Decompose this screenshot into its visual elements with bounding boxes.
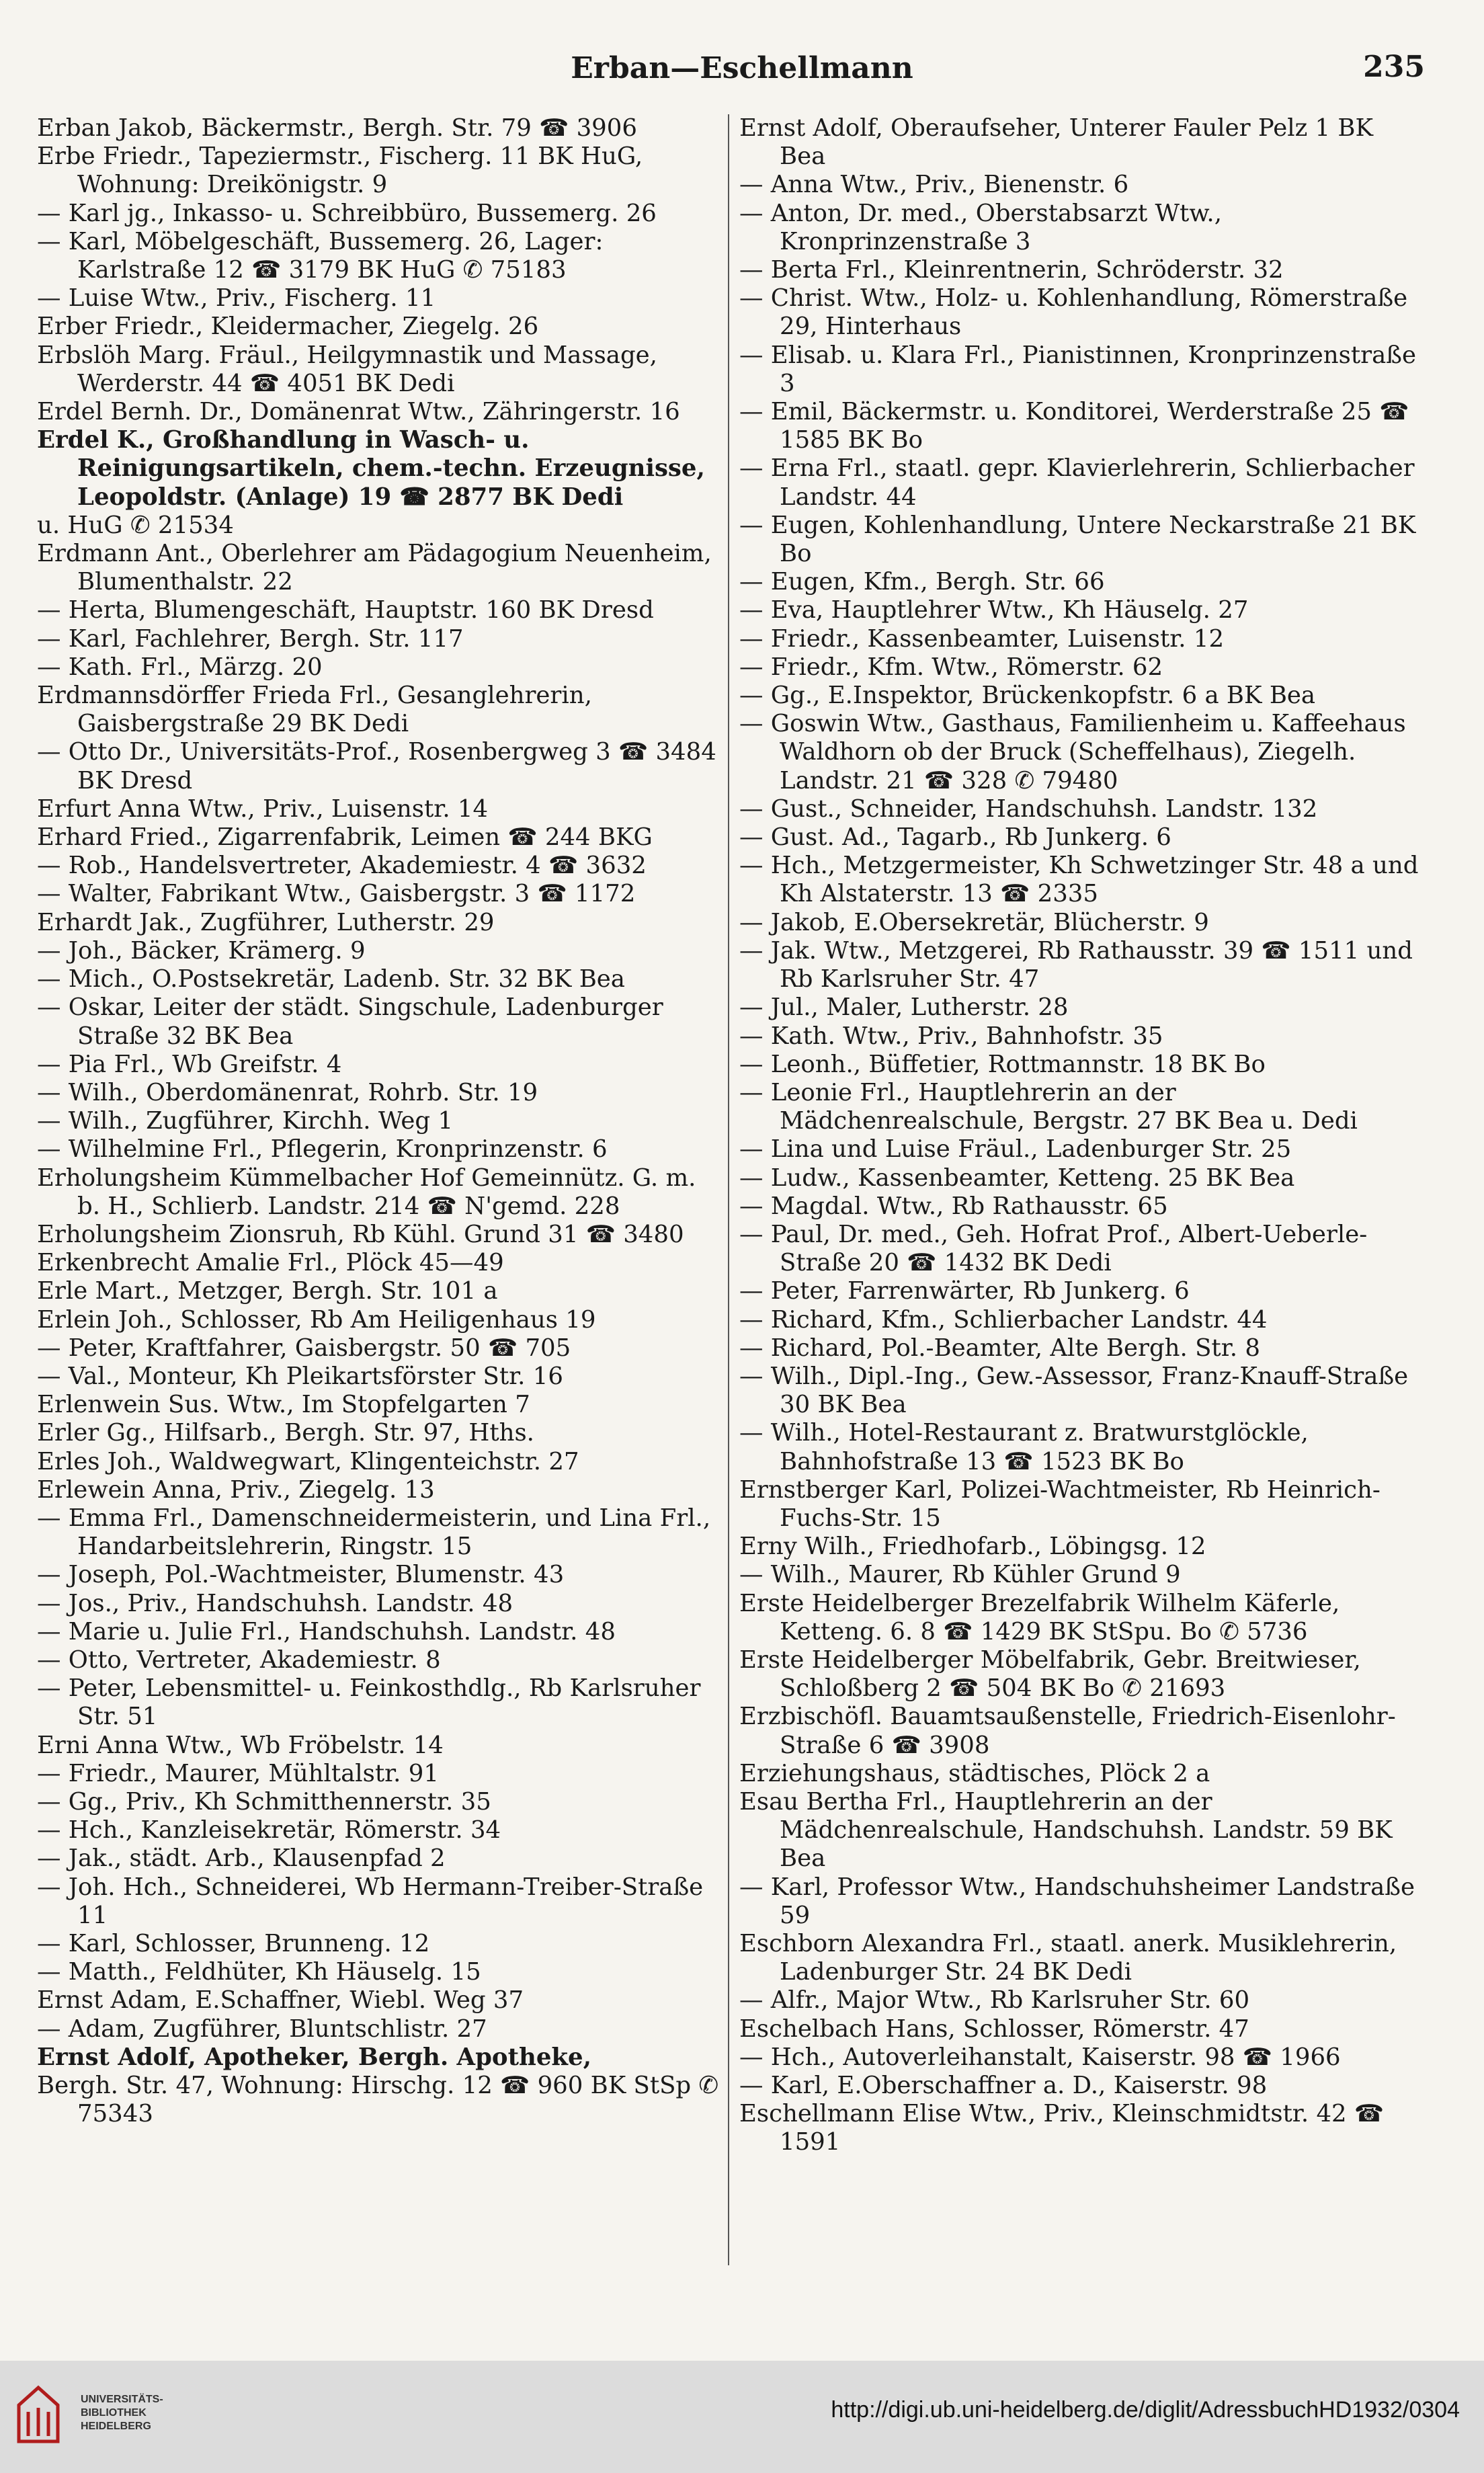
library-name: UNIVERSITÄTS- BIBLIOTHEK HEIDELBERG <box>81 2394 163 2432</box>
directory-entry: — Otto, Vertreter, Akademiestr. 8 <box>37 1646 441 1674</box>
running-title: Erban—Eschellmann <box>571 51 913 85</box>
directory-entry: — Alfr., Major Wtw., Rb Karlsruher Str. 60 <box>739 1986 1250 2015</box>
directory-entry: — Friedr., Kassenbeamter, Luisenstr. 12 <box>739 624 1225 653</box>
directory-entry: Eschborn Alexandra Frl., staatl. anerk. Musiklehrerin, Ladenburger Str. 24 BK Dedi <box>739 1930 1397 1986</box>
directory-entry: Erholungsheim Zionsruh, Rb Kühl. Grund 31 ☎ 3480 <box>37 1220 684 1248</box>
directory-entry: — Emma Frl., Damenschneidermeisterin, und Lina Frl., Handarbeitslehrerin, Ringstr. 15 <box>37 1504 711 1561</box>
directory-entry: Eschellmann Elise Wtw., Priv., Kleinschmidtstr. 42 ☎ 1591 <box>739 2100 1385 2156</box>
directory-entry: Bergh. Str. 47, Wohnung: Hirschg. 12 ☎ 960 BK StSp ✆ 75343 <box>37 2072 719 2128</box>
directory-entry: — Jos., Priv., Handschuhsh. Landstr. 48 <box>37 1589 513 1617</box>
directory-entry: — Richard, Kfm., Schlierbacher Landstr. 44 <box>739 1305 1268 1334</box>
directory-entry: Erhard Fried., Zigarrenfabrik, Leimen ☎ 244 BKG <box>37 823 653 852</box>
directory-entry: Erbe Friedr., Tapeziermstr., Fischerg. 11 BK HuG, Wohnung: Dreikönigstr. 9 <box>37 143 643 199</box>
directory-entry: Erdel Bernh. Dr., Domänenrat Wtw., Zähringerstr. 16 <box>37 398 680 426</box>
column-divider <box>728 114 729 2265</box>
directory-entry: — Kath. Wtw., Priv., Bahnhofstr. 35 <box>739 1022 1163 1050</box>
directory-entry: — Karl, Schlosser, Brunneng. 12 <box>37 1930 430 1957</box>
directory-entry: — Erna Frl., staatl. gepr. Klavierlehrerin, Schlierbacher Landstr. 44 <box>739 454 1415 511</box>
directory-entry: Eschelbach Hans, Schlosser, Römerstr. 47 <box>739 2015 1249 2043</box>
directory-entry: — Matth., Feldhüter, Kh Häuselg. 15 <box>37 1958 481 1986</box>
directory-entry: — Kath. Frl., Märzg. 20 <box>37 653 323 681</box>
directory-entry: Erlenwein Sus. Wtw., Im Stopfelgarten 7 <box>37 1391 530 1419</box>
directory-entry: — Mich., O.Postsekretär, Ladenb. Str. 32 BK Bea <box>37 965 625 994</box>
directory-entry: — Eva, Hauptlehrer Wtw., Kh Häuselg. 27 <box>739 596 1249 624</box>
directory-entry: — Adam, Zugführer, Bluntschlistr. 27 <box>37 2015 487 2043</box>
directory-entry: — Joh., Bäcker, Krämerg. 9 <box>37 936 366 965</box>
source-url-link[interactable]: http://digi.ub.uni-heidelberg.de/diglit/AdressbuchHD1932/0304 <box>831 2397 1460 2423</box>
directory-entry: — Herta, Blumengeschäft, Hauptstr. 160 BK Dresd <box>37 596 654 624</box>
viewer-footer <box>0 2361 1484 2473</box>
directory-entry: Erler Gg., Hilfsarb., Bergh. Str. 97, Hths. <box>37 1419 534 1447</box>
directory-entry: — Gg., E.Inspektor, Brückenkopfstr. 6 a BK Bea <box>739 682 1316 710</box>
directory-entry: — Leonie Frl., Hauptlehrerin an der Mädchenrealschule, Bergstr. 27 BK Bea u. Dedi <box>739 1078 1358 1135</box>
directory-entry: — Anna Wtw., Priv., Bienenstr. 6 <box>739 171 1129 199</box>
directory-entry: Erdmann Ant., Oberlehrer am Pädagogium Neuenheim, Blumenthalstr. 22 <box>37 540 712 596</box>
directory-entry: Erholungsheim Kümmelbacher Hof Gemeinnütz. G. m. b. H., Schlierb. Landstr. 214 ☎ N'gemd. 228 <box>37 1164 696 1220</box>
directory-entry: — Leonh., Büffetier, Rottmannstr. 18 BK Bo <box>739 1050 1266 1078</box>
page-header <box>0 47 1484 87</box>
directory-entry: Erzbischöfl. Bauamtsaußenstelle, Friedrich-Eisenlohr-Straße 6 ☎ 3908 <box>739 1703 1396 1759</box>
directory-entry: — Friedr., Kfm. Wtw., Römerstr. 62 <box>739 653 1163 681</box>
directory-entry: — Anton, Dr. med., Oberstabsarzt Wtw., Kronprinzenstraße 3 <box>739 199 1222 255</box>
directory-entry: — Gust. Ad., Tagarb., Rb Junkerg. 6 <box>739 823 1171 852</box>
directory-entry: — Jak., städt. Arb., Klausenpfad 2 <box>37 1844 446 1873</box>
directory-entry: Erny Wilh., Friedhofarb., Löbingsg. 12 <box>739 1533 1206 1561</box>
directory-entry: Ernst Adolf, Apotheker, Bergh. Apotheke, <box>37 2043 591 2071</box>
directory-entry: — Otto Dr., Universitäts-Prof., Rosenbergweg 3 ☎ 3484 BK Dresd <box>37 738 716 795</box>
directory-entry: Erfurt Anna Wtw., Priv., Luisenstr. 14 <box>37 795 489 823</box>
left-column <box>37 114 723 2272</box>
directory-entry: — Joh. Hch., Schneiderei, Wb Hermann-Treiber-Straße 11 <box>37 1873 704 1929</box>
directory-entry: — Karl, Möbelgeschäft, Bussemerg. 26, Lager: Karlstraße 12 ☎ 3179 BK HuG ✆ 75183 <box>37 227 604 284</box>
directory-entry: — Wilh., Maurer, Rb Kühler Grund 9 <box>739 1561 1181 1589</box>
directory-entry: u. HuG ✆ 21534 <box>37 511 234 539</box>
directory-entry: Ernst Adam, E.Schaffner, Wiebl. Weg 37 <box>37 1986 524 2015</box>
directory-entry: Erkenbrecht Amalie Frl., Plöck 45—49 <box>37 1249 504 1277</box>
directory-entry: — Lina und Luise Fräul., Ladenburger Str. 25 <box>739 1135 1292 1164</box>
directory-entry: — Emil, Bäckermstr. u. Konditorei, Werderstraße 25 ☎ 1585 BK Bo <box>739 398 1409 454</box>
directory-entry: — Jul., Maler, Lutherstr. 28 <box>739 994 1069 1022</box>
directory-entry: — Jak. Wtw., Metzgerei, Rb Rathausstr. 39 ☎ 1511 und Rb Karlsruher Str. 47 <box>739 936 1413 994</box>
directory-entry: — Goswin Wtw., Gasthaus, Familienheim u. Kaffeehaus Waldhorn ob der Bruck (Scheffelhaus), Ziegelh. Landstr. 21 ☎ 328 ✆ 79480 <box>739 710 1406 795</box>
directory-entry: — Richard, Pol.-Beamter, Alte Bergh. Str. 8 <box>739 1334 1260 1362</box>
directory-entry: Erste Heidelberger Möbelfabrik, Gebr. Breitwieser, Schloßberg 2 ☎ 504 BK Bo ✆ 21693 <box>739 1646 1361 1703</box>
directory-entry: — Wilh., Hotel-Restaurant z. Bratwurstglöckle, Bahnhofstraße 13 ☎ 1523 BK Bo <box>739 1419 1309 1475</box>
directory-entry: Erbslöh Marg. Fräul., Heilgymnastik und Massage, Werderstr. 44 ☎ 4051 BK Dedi <box>37 341 657 397</box>
directory-entry: — Eugen, Kfm., Bergh. Str. 66 <box>739 568 1105 596</box>
directory-entry: — Hch., Kanzleisekretär, Römerstr. 34 <box>37 1816 501 1844</box>
directory-entry: Erle Mart., Metzger, Bergh. Str. 101 a <box>37 1277 498 1305</box>
page-number: 235 <box>1363 50 1425 84</box>
directory-entry: — Walter, Fabrikant Wtw., Gaisbergstr. 3 ☎ 1172 <box>37 880 636 908</box>
directory-entry: Erhardt Jak., Zugführer, Lutherstr. 29 <box>37 908 495 936</box>
directory-entry: Erziehungshaus, städtisches, Plöck 2 a <box>739 1759 1210 1787</box>
directory-entry: — Wilh., Oberdomänenrat, Rohrb. Str. 19 <box>37 1078 538 1106</box>
directory-entry: — Peter, Kraftfahrer, Gaisbergstr. 50 ☎ 705 <box>37 1334 571 1362</box>
directory-entry: — Karl, Fachlehrer, Bergh. Str. 117 <box>37 624 464 653</box>
directory-entry: Ernstberger Karl, Polizei-Wachtmeister, Rb Heinrich-Fuchs-Str. 15 <box>739 1475 1380 1532</box>
directory-entry: — Oskar, Leiter der städt. Singschule, Ladenburger Straße 32 BK Bea <box>37 994 663 1050</box>
directory-entry: Erles Joh., Waldwegwart, Klingenteichstr. 27 <box>37 1447 579 1475</box>
directory-entry: — Hch., Autoverleihanstalt, Kaiserstr. 98 ☎ 1966 <box>739 2043 1341 2071</box>
directory-entry: Erlewein Anna, Priv., Ziegelg. 13 <box>37 1475 435 1504</box>
directory-entry: — Christ. Wtw., Holz- u. Kohlenhandlung, Römerstraße 29, Hinterhaus <box>739 284 1408 341</box>
directory-entry: — Magdal. Wtw., Rb Rathausstr. 65 <box>739 1192 1168 1220</box>
directory-entry: — Gust., Schneider, Handschuhsh. Landstr. 132 <box>739 795 1318 823</box>
directory-entry: — Karl, Professor Wtw., Handschuhsheimer Landstraße 59 <box>739 1873 1415 1929</box>
directory-entry: — Luise Wtw., Priv., Fischerg. 11 <box>37 284 436 313</box>
directory-entry: — Hch., Metzgermeister, Kh Schwetzinger Str. 48 a und Kh Alstaterstr. 13 ☎ 2335 <box>739 852 1419 908</box>
directory-entry: Erdel K., Großhandlung in Wasch- u. Reinigungsartikeln, chem.-techn. Erzeugnisse, Leopoldstr. (Anlage) 19 ☎ 2877 BK Dedi <box>37 426 705 511</box>
directory-entry: — Peter, Farrenwärter, Rb Junkerg. 6 <box>739 1277 1190 1305</box>
directory-entry: — Elisab. u. Klara Frl., Pianistinnen, Kronprinzenstraße 3 <box>739 341 1416 397</box>
directory-entry: — Pia Frl., Wb Greifstr. 4 <box>37 1050 342 1078</box>
directory-entry: — Marie u. Julie Frl., Handschuhsh. Landstr. 48 <box>37 1617 616 1646</box>
right-column <box>739 114 1425 2272</box>
directory-entry: Erban Jakob, Bäckermstr., Bergh. Str. 79 ☎ 3906 <box>37 114 637 142</box>
directory-entry: — Karl, E.Oberschaffner a. D., Kaiserstr. 98 <box>739 2072 1268 2100</box>
directory-entry: Ernst Adolf, Oberaufseher, Unterer Fauler Pelz 1 BK Bea <box>739 114 1374 171</box>
directory-entry: — Eugen, Kohlenhandlung, Untere Neckarstraße 21 BK Bo <box>739 511 1416 568</box>
directory-entry: — Peter, Lebensmittel- u. Feinkosthdlg., Rb Karlsruher Str. 51 <box>37 1674 701 1731</box>
directory-entry: Erdmannsdörffer Frieda Frl., Gesanglehrerin, Gaisbergstraße 29 BK Dedi <box>37 682 592 738</box>
directory-entry: Erste Heidelberger Brezelfabrik Wilhelm Käferle, Ketteng. 6. 8 ☎ 1429 BK StSpu. Bo ✆ 5736 <box>739 1589 1340 1646</box>
directory-entry: Erni Anna Wtw., Wb Fröbelstr. 14 <box>37 1731 444 1759</box>
directory-entry: — Wilhelmine Frl., Pflegerin, Kronprinzenstr. 6 <box>37 1135 608 1164</box>
directory-entry: — Wilh., Dipl.-Ing., Gew.-Assessor, Franz-Knauff-Straße 30 BK Bea <box>739 1362 1409 1419</box>
directory-entry: — Berta Frl., Kleinrentnerin, Schröderstr. 32 <box>739 256 1284 284</box>
directory-entry: — Wilh., Zugführer, Kirchh. Weg 1 <box>37 1107 454 1135</box>
directory-entry: Erlein Joh., Schlosser, Rb Am Heiligenhaus 19 <box>37 1305 596 1334</box>
directory-entry: — Friedr., Maurer, Mühltalstr. 91 <box>37 1759 439 1787</box>
directory-entry: — Val., Monteur, Kh Pleikartsförster Str. 16 <box>37 1362 563 1390</box>
directory-entry: Esau Bertha Frl., Hauptlehrerin an der Mädchenrealschule, Handschuhsh. Landstr. 59 BK Bea <box>739 1787 1393 1873</box>
directory-entry: — Jakob, E.Obersekretär, Blücherstr. 9 <box>739 908 1209 936</box>
directory-entry: — Paul, Dr. med., Geh. Hofrat Prof., Albert-Ueberle-Straße 20 ☎ 1432 BK Dedi <box>739 1220 1368 1277</box>
directory-entry: Erber Friedr., Kleidermacher, Ziegelg. 26 <box>37 313 539 341</box>
directory-entry: — Gg., Priv., Kh Schmitthennerstr. 35 <box>37 1787 491 1816</box>
university-library-logo-icon <box>15 2385 62 2444</box>
directory-entry: — Rob., Handelsvertreter, Akademiestr. 4 ☎ 3632 <box>37 852 647 880</box>
directory-entry: — Karl jg., Inkasso- u. Schreibbüro, Bussemerg. 26 <box>37 199 657 227</box>
directory-entry: — Joseph, Pol.-Wachtmeister, Blumenstr. 43 <box>37 1561 565 1589</box>
directory-entry: — Ludw., Kassenbeamter, Ketteng. 25 BK Bea <box>739 1164 1295 1192</box>
